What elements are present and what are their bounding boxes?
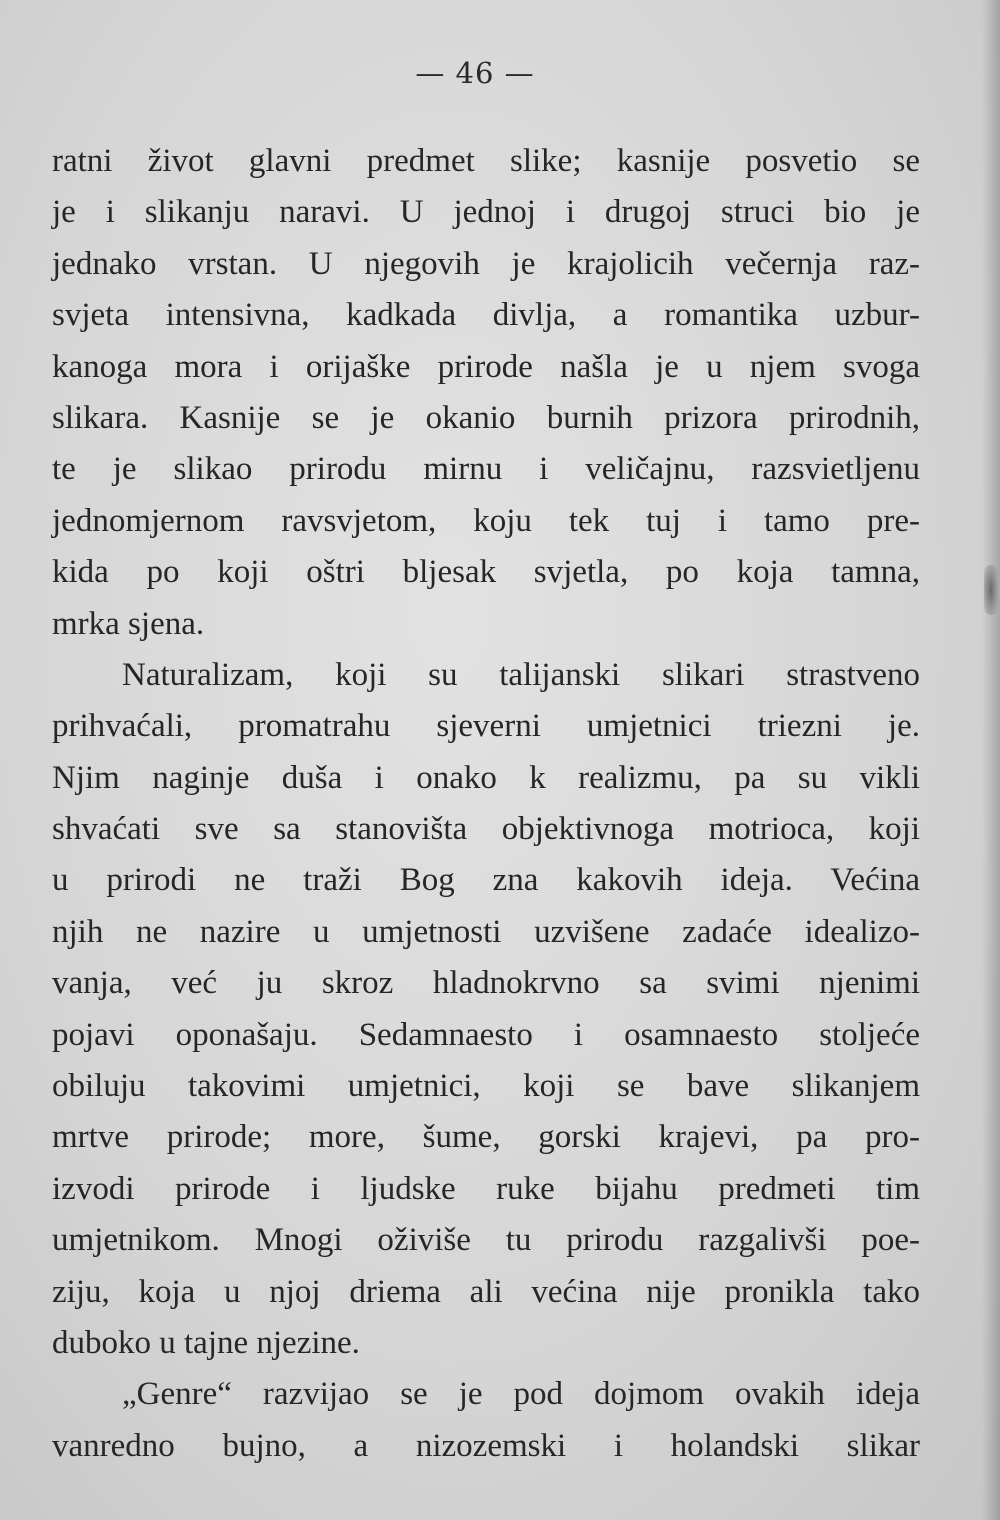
text-line: izvodi prirode i ljudske ruke bijahu predmeti tim <box>52 1170 920 1207</box>
text-line: prihvaćali, promatrahu sjeverni umjetnici triezni je. <box>52 708 920 745</box>
text-line: te je slikao prirodu mirnu i veličajnu, razsvietljenu <box>52 451 920 488</box>
page-edge-mark <box>984 565 998 615</box>
text-line: „Genre“ razvijao se je pod dojmom ovakih ideja <box>122 1376 920 1413</box>
text-line: ratni život glavni predmet slike; kasnije posvetio se <box>52 143 920 179</box>
text-line: Njim naginje duša i onako k realizmu, pa su vikli <box>52 759 920 796</box>
text-line: svjeta intensivna, kadkada divlja, a romantika uzbur- <box>52 297 920 334</box>
text-line: jednako vrstan. U njegovih je krajolicih večernja raz- <box>52 245 920 282</box>
text-line: kida po koji oštri bljesak svjetla, po koja tamna, <box>52 554 920 591</box>
text-line: vanredno bujno, a nizozemski i holandski slikar <box>52 1427 920 1464</box>
text-line: pojavi oponašaju. Sedamnaesto i osamnaesto stoljeće <box>52 1016 920 1053</box>
text-line: mrtve prirode; more, šume, gorski krajevi, pa pro- <box>52 1119 920 1156</box>
text-line: mrka sjena. <box>52 605 205 642</box>
text-line: Naturalizam, koji su talijanski slikari strastveno <box>122 656 920 693</box>
body-text <box>52 136 920 1472</box>
text-line: jednomjernom ravsvjetom, koju tek tuj i tamo pre- <box>52 502 920 539</box>
text-line: njih ne nazire u umjetnosti uzvišene zadaće idealizo- <box>52 913 920 950</box>
text-line: u prirodi ne traži Bog zna kakovih ideja. Većina <box>52 862 920 899</box>
text-line: duboko u tajne njezine. <box>52 1324 360 1361</box>
text-line: vanja, već ju skroz hladnokrvno sa svimi njenimi <box>52 965 920 1002</box>
text-line: obiluju takovimi umjetnici, koji se bave slikanjem <box>52 1068 920 1105</box>
page-number: — 46 — <box>415 56 535 90</box>
text-line: umjetnikom. Mnogi oživiše tu prirodu razgalivši poe- <box>52 1222 920 1259</box>
text-line: ziju, koja u njoj driema ali većina nije pronikla tako <box>52 1273 920 1310</box>
text-line: slikara. Kasnije se je okanio burnih prizora prirodnih, <box>52 399 920 436</box>
text-line: shvaćati sve sa stanovišta objektivnoga motrioca, koji <box>52 811 920 848</box>
page-edge-shadow <box>982 0 1000 1520</box>
text-line: kanoga mora i orijaške prirode našla je u njem svoga <box>52 348 920 385</box>
text-line: je i slikanju naravi. U jednoj i drugoj struci bio je <box>52 194 920 231</box>
